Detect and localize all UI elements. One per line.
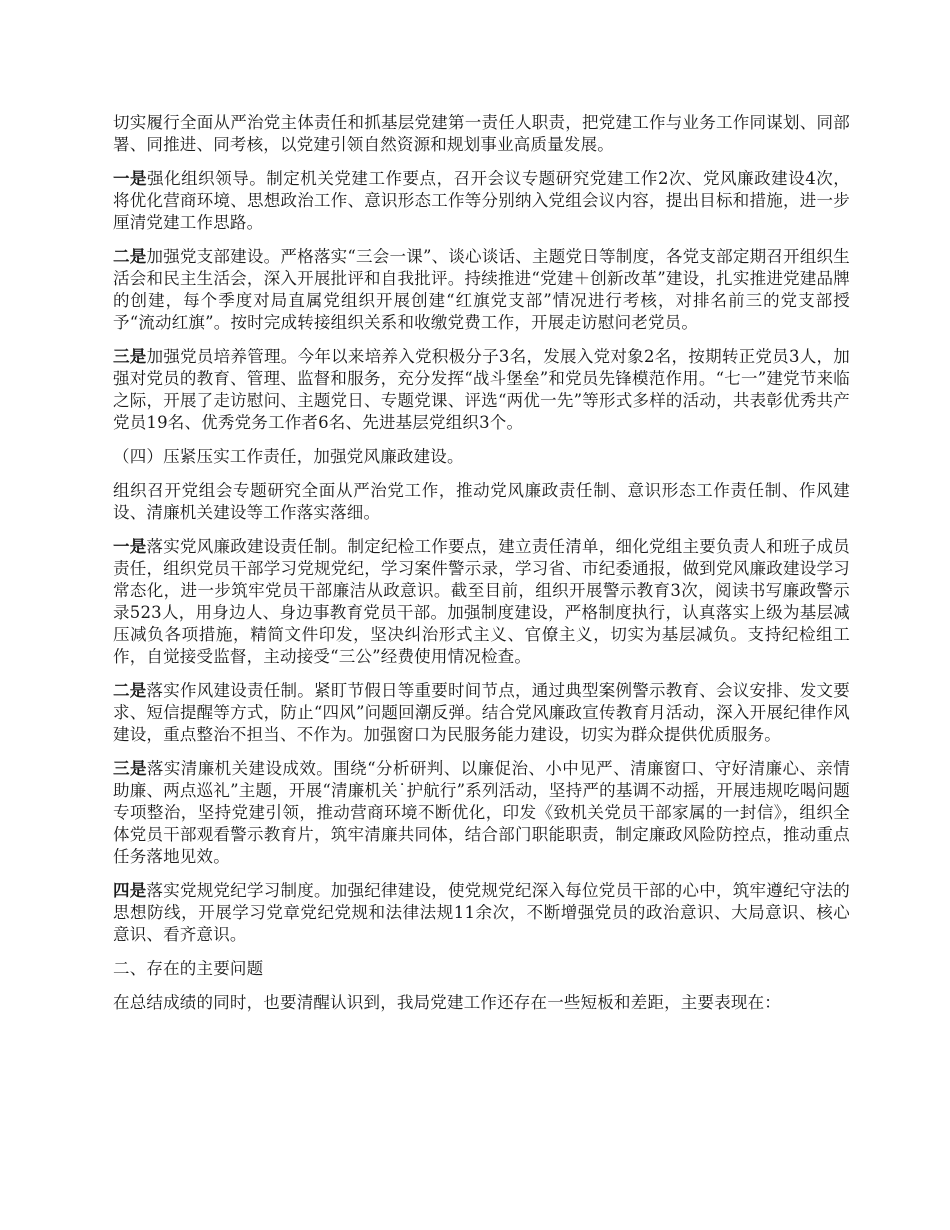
paragraph-lead: 二是 — [113, 247, 147, 266]
paragraph-text: 强化组织领导。制定机关党建工作要点，召开会议专题研究党建工作2次、党风廉政建设4次，将优化营商环境、思想政治工作、意识形态工作等分别纳入党组会议内容，提出目标和措施，进一步厘清党建工作思路。 — [113, 169, 850, 232]
paragraph-text: 落实清廉机关建设成效。围绕“分析研判、以廉促治、小中见严、清廉窗口、守好清廉心、亲情助廉、两点巡礼”主题，开展“清廉机关˙护航行”系列活动，坚持严的基调不动摇，开展违规吃喝问题专项整治，坚持党建引领，推动营商环境不断优化，印发《致机关党员干部家属的一封信》，组织全体党员干部观看警示教育片，筑牢清廉共同体，结合部门职能职责，制定廉政风险防控点，推动重点任务落地见效。 — [113, 759, 850, 866]
paragraph-item — [113, 246, 850, 334]
paragraph-item — [113, 880, 850, 946]
paragraph-item — [113, 536, 850, 668]
section-heading — [113, 958, 850, 980]
paragraph-text: 在总结成绩的同时，也要清醒认识到，我局党建工作还存在一些短板和差距，主要表现在： — [113, 993, 781, 1012]
paragraph-lead: 三是 — [113, 347, 147, 366]
paragraph-lead: 二是 — [113, 681, 147, 700]
paragraph-text: 组织召开党组会专题研究全面从严治党工作，推动党风廉政责任制、意识形态工作责任制、作风建设、清廉机关建设等工作落实落细。 — [113, 481, 850, 522]
paragraph-text: 落实党风廉政建设责任制。制定纪检工作要点，建立责任清单，细化党组主要负责人和班子成员责任，组织党员干部学习党规党纪，学习案件警示录，学习省、市纪委通报，做到党风廉政建设学习常态化，进一步筑牢党员干部廉洁从政意识。截至目前，组织开展警示教育3次，阅读书写廉政警示录523人，用身边人、身边事教育党员干部。加强制度建设，严格制度执行，认真落实上级为基层减压减负各项措施，精简文件印发，坚决纠治形式主义、官僚主义，切实为基层减负。支持纪检组工作，自觉接受监督，主动接受“三公”经费使用情况检查。 — [113, 537, 851, 666]
paragraph-text: 加强党员培养管理。今年以来培养入党积极分子3名，发展入党对象2名，按期转正党员3人，加强对党员的教育、管理、监督和服务，充分发挥“战斗堡垒”和党员先锋模范作用。“七一”建党节来临之际，开展了走访慰问、主题党日、专题党课、评选“两优一先”等形式多样的活动，共表彰优秀共产党员19名、优秀党务工作者6名、先进基层党组织3个。 — [113, 347, 850, 432]
document-page — [113, 112, 850, 1026]
paragraph-lead: 一是 — [113, 537, 147, 556]
paragraph-intro — [113, 480, 850, 524]
paragraph-lead: 四是 — [113, 881, 147, 900]
section-heading — [113, 446, 850, 468]
paragraph-text: 切实履行全面从严治党主体责任和抓基层党建第一责任人职责，把党建工作与业务工作同谋划、同部署、同推进、同考核，以党建引领自然资源和规划事业高质量发展。 — [113, 113, 850, 154]
paragraph-text: 落实党规党纪学习制度。加强纪律建设，使党规党纪深入每位党员干部的心中，筑牢遵纪守法的思想防线，开展学习党章党纪党规和法律法规11余次，不断增强党员的政治意识、大局意识、核心意识、看齐意识。 — [113, 881, 851, 944]
paragraph-item — [113, 168, 850, 234]
paragraph-item — [113, 758, 850, 868]
paragraph-item — [113, 346, 850, 434]
paragraph-intro — [113, 112, 850, 156]
paragraph-text: （四）压紧压实工作责任，加强党风廉政建设。 — [113, 447, 464, 466]
paragraph-text: 加强党支部建设。严格落实“三会一课”、谈心谈话、主题党日等制度，各党支部定期召开组织生活会和民主生活会，深入开展批评和自我批评。持续推进“党建＋创新改革”建设，扎实推进党建品牌的创建，每个季度对局直属党组织开展创建“红旗党支部”情况进行考核，对排名前三的党支部授予“流动红旗”。按时完成转接组织关系和收缴党费工作，开展走访慰问老党员。 — [113, 247, 850, 332]
paragraph-lead: 一是 — [113, 169, 148, 188]
paragraph-lead: 三是 — [113, 759, 147, 778]
paragraph-intro — [113, 992, 850, 1014]
paragraph-text: 落实作风建设责任制。紧盯节假日等重要时间节点，通过典型案例警示教育、会议安排、发文要求、短信提醒等方式，防止“四风”问题回潮反弹。结合党风廉政宣传教育月活动，深入开展纪律作风建设，重点整治不担当、不作为。加强窗口为民服务能力建设，切实为群众提供优质服务。 — [113, 681, 851, 744]
paragraph-item — [113, 680, 850, 746]
paragraph-text: 二、存在的主要问题 — [113, 959, 264, 978]
